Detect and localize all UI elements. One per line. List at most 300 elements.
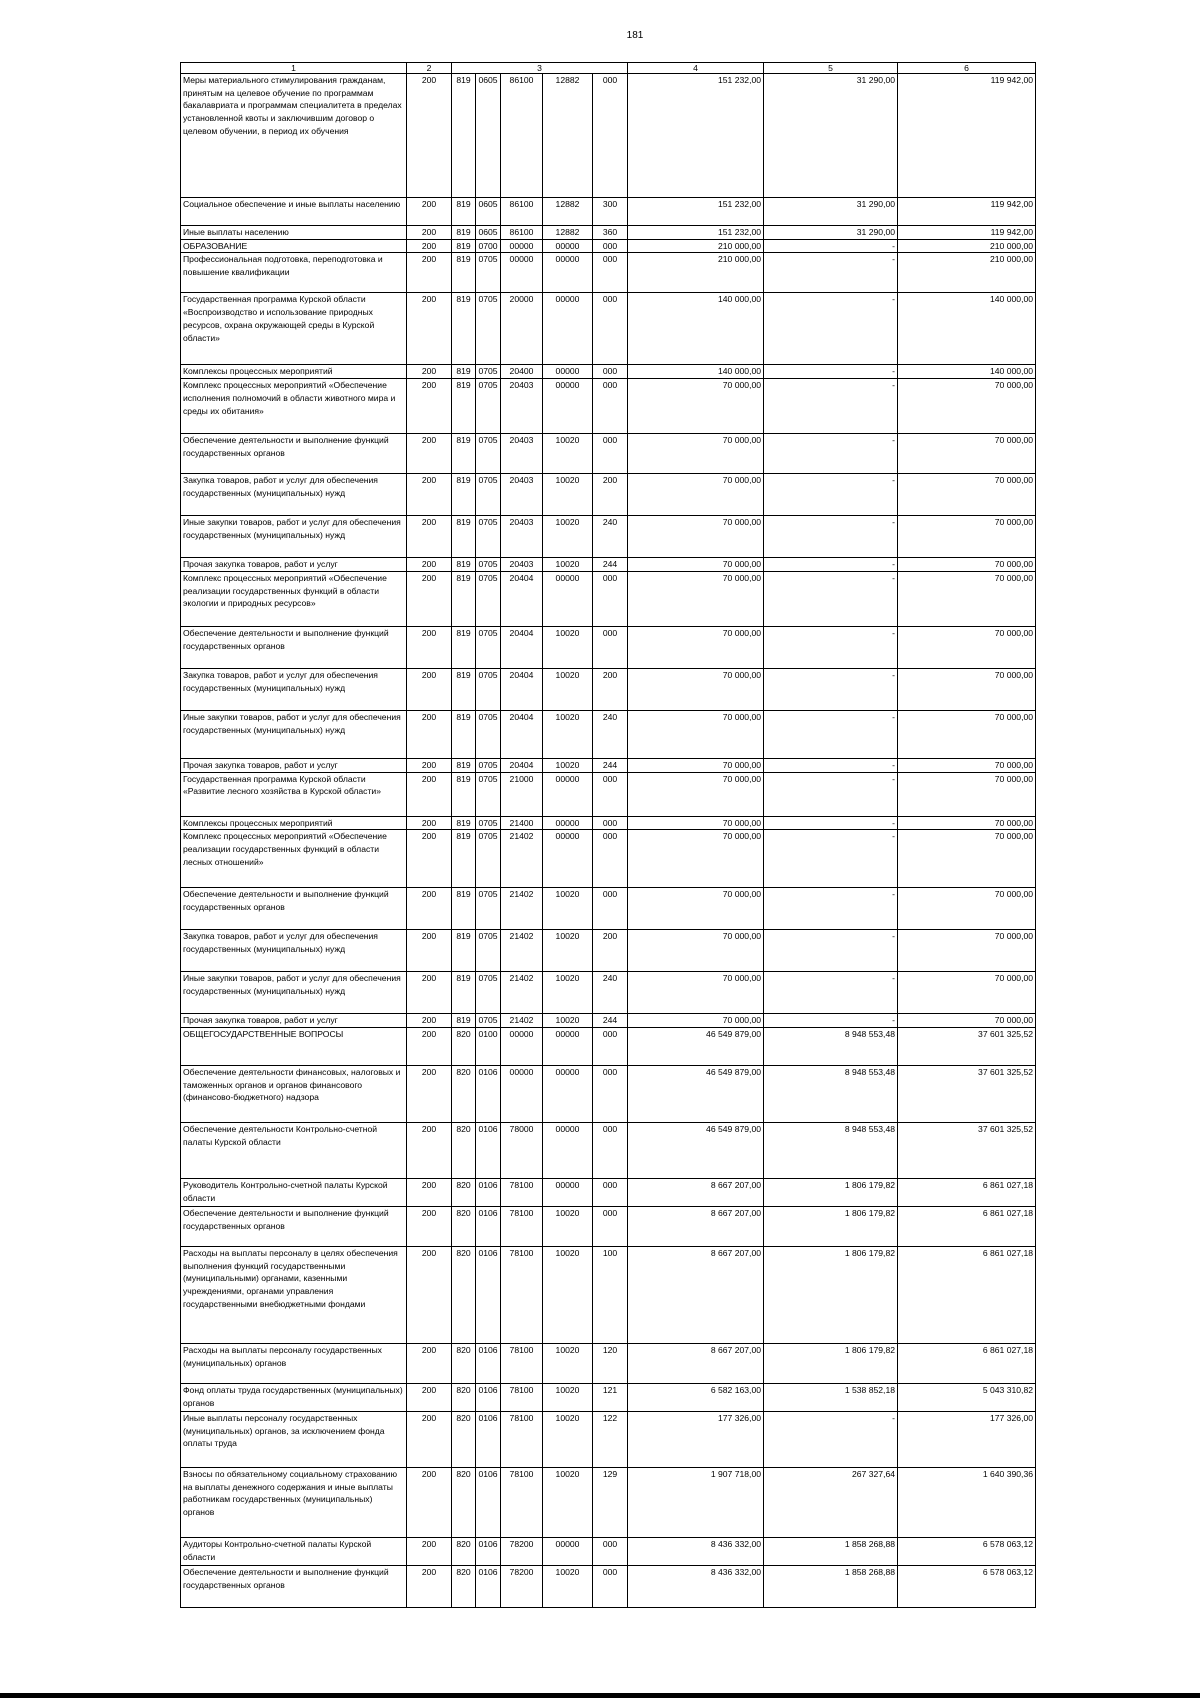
amount-col4: 46 549 879,00 bbox=[628, 1122, 764, 1178]
row-description: Закупка товаров, работ и услуг для обеспечения государственных (муниципальных) нужд bbox=[181, 930, 407, 972]
column-number: 6 bbox=[898, 63, 1036, 74]
row-description: Иные выплаты персоналу государственных (муниципальных) органов, за исключением фонда оплаты труда bbox=[181, 1411, 407, 1467]
amount-col4: 6 582 163,00 bbox=[628, 1383, 764, 1411]
amount-col6: 119 942,00 bbox=[898, 74, 1036, 198]
code-section: 0106 bbox=[476, 1246, 501, 1343]
amount-col4: 70 000,00 bbox=[628, 571, 764, 626]
row-description: Обеспечение деятельности Контрольно-счетной палаты Курской области bbox=[181, 1122, 407, 1178]
code-expense-type: 240 bbox=[593, 972, 628, 1014]
code-section: 0705 bbox=[476, 516, 501, 558]
code-expense-type: 000 bbox=[593, 1178, 628, 1206]
code-section: 0106 bbox=[476, 1343, 501, 1383]
amount-col6: 70 000,00 bbox=[898, 571, 1036, 626]
row-description: Комплекс процессных мероприятий «Обеспечение реализации государственных функций в области лесных отношений» bbox=[181, 830, 407, 888]
code-program: 21402 bbox=[501, 830, 543, 888]
row-description: Государственная программа Курской области «Развитие лесного хозяйства в Курской области» bbox=[181, 772, 407, 816]
code-direction: 00000 bbox=[543, 1122, 593, 1178]
amount-col5: - bbox=[764, 888, 898, 930]
code-ministry: 819 bbox=[452, 830, 476, 888]
row-description: Закупка товаров, работ и услуг для обеспечения государственных (муниципальных) нужд bbox=[181, 668, 407, 710]
code-section: 0705 bbox=[476, 379, 501, 434]
code-expense-type: 000 bbox=[593, 434, 628, 474]
amount-col4: 70 000,00 bbox=[628, 379, 764, 434]
amount-col4: 210 000,00 bbox=[628, 253, 764, 293]
table-row bbox=[181, 626, 1036, 668]
code-expense-type: 000 bbox=[593, 772, 628, 816]
table-row bbox=[181, 365, 1036, 379]
code-section: 0106 bbox=[476, 1565, 501, 1607]
code-chapter: 200 bbox=[407, 253, 452, 293]
code-chapter: 200 bbox=[407, 1343, 452, 1383]
code-ministry: 820 bbox=[452, 1065, 476, 1122]
code-ministry: 820 bbox=[452, 1206, 476, 1246]
code-program: 86100 bbox=[501, 74, 543, 198]
table-row bbox=[181, 1178, 1036, 1206]
amount-col4: 70 000,00 bbox=[628, 434, 764, 474]
table-row bbox=[181, 434, 1036, 474]
row-description: Иные закупки товаров, работ и услуг для обеспечения государственных (муниципальных) нужд bbox=[181, 516, 407, 558]
table-row bbox=[181, 772, 1036, 816]
row-description: Иные выплаты населению bbox=[181, 226, 407, 240]
amount-col4: 70 000,00 bbox=[628, 972, 764, 1014]
code-program: 00000 bbox=[501, 253, 543, 293]
code-section: 0106 bbox=[476, 1537, 501, 1565]
code-direction: 00000 bbox=[543, 772, 593, 816]
code-chapter: 200 bbox=[407, 1014, 452, 1028]
code-expense-type: 000 bbox=[593, 888, 628, 930]
row-description: Фонд оплаты труда государственных (муниципальных) органов bbox=[181, 1383, 407, 1411]
amount-col5: - bbox=[764, 379, 898, 434]
code-section: 0106 bbox=[476, 1178, 501, 1206]
code-section: 0106 bbox=[476, 1065, 501, 1122]
code-program: 00000 bbox=[501, 1027, 543, 1065]
amount-col5: - bbox=[764, 474, 898, 516]
amount-col6: 70 000,00 bbox=[898, 626, 1036, 668]
amount-col6: 70 000,00 bbox=[898, 758, 1036, 772]
code-program: 20404 bbox=[501, 571, 543, 626]
table-row bbox=[181, 668, 1036, 710]
table-row bbox=[181, 1027, 1036, 1065]
code-direction: 10020 bbox=[543, 1565, 593, 1607]
code-program: 78100 bbox=[501, 1178, 543, 1206]
amount-col4: 46 549 879,00 bbox=[628, 1027, 764, 1065]
amount-col5: - bbox=[764, 626, 898, 668]
code-ministry: 819 bbox=[452, 253, 476, 293]
code-direction: 10020 bbox=[543, 558, 593, 572]
code-expense-type: 120 bbox=[593, 1343, 628, 1383]
code-direction: 10020 bbox=[543, 1206, 593, 1246]
code-chapter: 200 bbox=[407, 74, 452, 198]
amount-col5: 1 806 179,82 bbox=[764, 1206, 898, 1246]
code-section: 0106 bbox=[476, 1383, 501, 1411]
row-description: Взносы по обязательному социальному страхованию на выплаты денежного содержания и иные выплаты работникам государственных (муниципальных) органов bbox=[181, 1467, 407, 1537]
amount-col6: 140 000,00 bbox=[898, 293, 1036, 365]
code-ministry: 820 bbox=[452, 1122, 476, 1178]
code-section: 0705 bbox=[476, 1014, 501, 1028]
amount-col4: 140 000,00 bbox=[628, 293, 764, 365]
code-chapter: 200 bbox=[407, 830, 452, 888]
code-chapter: 200 bbox=[407, 710, 452, 758]
row-description: Закупка товаров, работ и услуг для обеспечения государственных (муниципальных) нужд bbox=[181, 474, 407, 516]
row-description: Комплекс процессных мероприятий «Обеспечение исполнения полномочий в области животного мира и среды их обитания» bbox=[181, 379, 407, 434]
row-description: Социальное обеспечение и иные выплаты населению bbox=[181, 198, 407, 226]
code-chapter: 200 bbox=[407, 226, 452, 240]
amount-col5: 1 806 179,82 bbox=[764, 1246, 898, 1343]
code-section: 0705 bbox=[476, 626, 501, 668]
amount-col6: 70 000,00 bbox=[898, 668, 1036, 710]
code-ministry: 819 bbox=[452, 1014, 476, 1028]
amount-col4: 151 232,00 bbox=[628, 74, 764, 198]
code-ministry: 820 bbox=[452, 1246, 476, 1343]
code-section: 0106 bbox=[476, 1467, 501, 1537]
code-expense-type: 200 bbox=[593, 474, 628, 516]
code-expense-type: 129 bbox=[593, 1467, 628, 1537]
code-direction: 00000 bbox=[543, 239, 593, 253]
code-ministry: 820 bbox=[452, 1178, 476, 1206]
table-row bbox=[181, 1537, 1036, 1565]
amount-col4: 70 000,00 bbox=[628, 710, 764, 758]
amount-col5: - bbox=[764, 972, 898, 1014]
code-program: 78100 bbox=[501, 1411, 543, 1467]
table-row bbox=[181, 1065, 1036, 1122]
column-number: 1 bbox=[181, 63, 407, 74]
row-description: Обеспечение деятельности и выполнение функций государственных органов bbox=[181, 434, 407, 474]
code-chapter: 200 bbox=[407, 1383, 452, 1411]
table-row bbox=[181, 239, 1036, 253]
page-edge bbox=[1192, 0, 1200, 1698]
code-section: 0106 bbox=[476, 1122, 501, 1178]
code-ministry: 820 bbox=[452, 1383, 476, 1411]
amount-col4: 70 000,00 bbox=[628, 830, 764, 888]
amount-col5: - bbox=[764, 710, 898, 758]
amount-col5: - bbox=[764, 239, 898, 253]
amount-col6: 177 326,00 bbox=[898, 1411, 1036, 1467]
code-program: 20000 bbox=[501, 293, 543, 365]
code-direction: 12882 bbox=[543, 74, 593, 198]
column-number: 3 bbox=[452, 63, 628, 74]
code-ministry: 819 bbox=[452, 888, 476, 930]
amount-col4: 8 436 332,00 bbox=[628, 1565, 764, 1607]
code-section: 0705 bbox=[476, 293, 501, 365]
code-ministry: 819 bbox=[452, 74, 476, 198]
code-chapter: 200 bbox=[407, 558, 452, 572]
code-ministry: 819 bbox=[452, 558, 476, 572]
code-expense-type: 100 bbox=[593, 1246, 628, 1343]
amount-col5: 1 806 179,82 bbox=[764, 1178, 898, 1206]
code-expense-type: 240 bbox=[593, 710, 628, 758]
code-ministry: 819 bbox=[452, 379, 476, 434]
code-expense-type: 244 bbox=[593, 558, 628, 572]
amount-col6: 6 578 063,12 bbox=[898, 1565, 1036, 1607]
amount-col5: - bbox=[764, 772, 898, 816]
code-ministry: 819 bbox=[452, 710, 476, 758]
code-program: 20403 bbox=[501, 434, 543, 474]
amount-col6: 210 000,00 bbox=[898, 239, 1036, 253]
amount-col4: 8 667 207,00 bbox=[628, 1178, 764, 1206]
code-program: 20403 bbox=[501, 474, 543, 516]
table-row bbox=[181, 474, 1036, 516]
column-number: 5 bbox=[764, 63, 898, 74]
amount-col6: 6 861 027,18 bbox=[898, 1343, 1036, 1383]
table-row bbox=[181, 74, 1036, 198]
amount-col4: 70 000,00 bbox=[628, 888, 764, 930]
amount-col4: 8 667 207,00 bbox=[628, 1246, 764, 1343]
row-description: Профессиональная подготовка, переподготовка и повышение квалификации bbox=[181, 253, 407, 293]
code-program: 00000 bbox=[501, 239, 543, 253]
amount-col5: 31 290,00 bbox=[764, 226, 898, 240]
table-row bbox=[181, 830, 1036, 888]
code-program: 78100 bbox=[501, 1383, 543, 1411]
row-description: Прочая закупка товаров, работ и услуг bbox=[181, 1014, 407, 1028]
code-chapter: 200 bbox=[407, 293, 452, 365]
code-program: 20403 bbox=[501, 379, 543, 434]
code-chapter: 200 bbox=[407, 379, 452, 434]
code-expense-type: 000 bbox=[593, 293, 628, 365]
table-row bbox=[181, 379, 1036, 434]
code-direction: 10020 bbox=[543, 1246, 593, 1343]
row-description: Обеспечение деятельности и выполнение функций государственных органов bbox=[181, 888, 407, 930]
code-section: 0705 bbox=[476, 830, 501, 888]
code-program: 20403 bbox=[501, 558, 543, 572]
amount-col4: 70 000,00 bbox=[628, 626, 764, 668]
code-direction: 10020 bbox=[543, 1343, 593, 1383]
amount-col5: - bbox=[764, 668, 898, 710]
code-section: 0705 bbox=[476, 888, 501, 930]
code-expense-type: 000 bbox=[593, 74, 628, 198]
amount-col5: 1 538 852,18 bbox=[764, 1383, 898, 1411]
code-ministry: 819 bbox=[452, 293, 476, 365]
code-expense-type: 000 bbox=[593, 253, 628, 293]
code-chapter: 200 bbox=[407, 474, 452, 516]
table-row bbox=[181, 1565, 1036, 1607]
code-chapter: 200 bbox=[407, 571, 452, 626]
code-ministry: 819 bbox=[452, 758, 476, 772]
row-description: Аудиторы Контрольно-счетной палаты Курской области bbox=[181, 1537, 407, 1565]
amount-col4: 70 000,00 bbox=[628, 816, 764, 830]
code-chapter: 200 bbox=[407, 758, 452, 772]
amount-col4: 151 232,00 bbox=[628, 226, 764, 240]
code-chapter: 200 bbox=[407, 198, 452, 226]
code-program: 86100 bbox=[501, 198, 543, 226]
code-direction: 00000 bbox=[543, 379, 593, 434]
code-direction: 00000 bbox=[543, 571, 593, 626]
amount-col4: 70 000,00 bbox=[628, 668, 764, 710]
table-row bbox=[181, 1467, 1036, 1537]
amount-col4: 46 549 879,00 bbox=[628, 1065, 764, 1122]
table-row bbox=[181, 1122, 1036, 1178]
code-program: 21402 bbox=[501, 972, 543, 1014]
amount-col4: 70 000,00 bbox=[628, 558, 764, 572]
amount-col6: 210 000,00 bbox=[898, 253, 1036, 293]
table-row bbox=[181, 1411, 1036, 1467]
code-section: 0605 bbox=[476, 198, 501, 226]
code-direction: 10020 bbox=[543, 758, 593, 772]
table-row bbox=[181, 226, 1036, 240]
code-expense-type: 360 bbox=[593, 226, 628, 240]
code-section: 0605 bbox=[476, 74, 501, 198]
amount-col6: 70 000,00 bbox=[898, 710, 1036, 758]
code-direction: 00000 bbox=[543, 1178, 593, 1206]
amount-col5: 8 948 553,48 bbox=[764, 1065, 898, 1122]
code-chapter: 200 bbox=[407, 816, 452, 830]
code-chapter: 200 bbox=[407, 1027, 452, 1065]
code-program: 21402 bbox=[501, 930, 543, 972]
code-chapter: 200 bbox=[407, 888, 452, 930]
code-direction: 00000 bbox=[543, 365, 593, 379]
code-expense-type: 000 bbox=[593, 365, 628, 379]
column-number: 4 bbox=[628, 63, 764, 74]
code-program: 78200 bbox=[501, 1537, 543, 1565]
amount-col5: - bbox=[764, 571, 898, 626]
code-program: 20403 bbox=[501, 516, 543, 558]
code-section: 0705 bbox=[476, 558, 501, 572]
amount-col4: 70 000,00 bbox=[628, 772, 764, 816]
amount-col6: 70 000,00 bbox=[898, 830, 1036, 888]
code-ministry: 819 bbox=[452, 816, 476, 830]
amount-col5: - bbox=[764, 758, 898, 772]
code-expense-type: 122 bbox=[593, 1411, 628, 1467]
column-number: 2 bbox=[407, 63, 452, 74]
code-chapter: 200 bbox=[407, 1206, 452, 1246]
code-section: 0705 bbox=[476, 434, 501, 474]
code-direction: 12882 bbox=[543, 198, 593, 226]
code-ministry: 819 bbox=[452, 668, 476, 710]
amount-col6: 37 601 325,52 bbox=[898, 1065, 1036, 1122]
amount-col4: 70 000,00 bbox=[628, 758, 764, 772]
code-ministry: 819 bbox=[452, 516, 476, 558]
amount-col6: 37 601 325,52 bbox=[898, 1027, 1036, 1065]
amount-col6: 70 000,00 bbox=[898, 434, 1036, 474]
code-ministry: 819 bbox=[452, 226, 476, 240]
amount-col6: 6 861 027,18 bbox=[898, 1246, 1036, 1343]
code-section: 0705 bbox=[476, 930, 501, 972]
amount-col6: 5 043 310,82 bbox=[898, 1383, 1036, 1411]
code-program: 78100 bbox=[501, 1206, 543, 1246]
code-section: 0705 bbox=[476, 710, 501, 758]
code-direction: 00000 bbox=[543, 1027, 593, 1065]
code-ministry: 819 bbox=[452, 571, 476, 626]
code-section: 0705 bbox=[476, 972, 501, 1014]
amount-col5: 1 858 268,88 bbox=[764, 1565, 898, 1607]
amount-col6: 70 000,00 bbox=[898, 772, 1036, 816]
code-ministry: 819 bbox=[452, 198, 476, 226]
row-description: Иные закупки товаров, работ и услуг для обеспечения государственных (муниципальных) нужд bbox=[181, 972, 407, 1014]
row-description: Меры материального стимулирования гражданам, принятым на целевое обучение по программам бакалавриата и программам специалитета в пределах установленной квоты и заключившим договор о целевом обучении, в период их обучения bbox=[181, 74, 407, 198]
code-expense-type: 244 bbox=[593, 1014, 628, 1028]
code-expense-type: 000 bbox=[593, 816, 628, 830]
amount-col6: 70 000,00 bbox=[898, 972, 1036, 1014]
code-ministry: 819 bbox=[452, 365, 476, 379]
amount-col5: 267 327,64 bbox=[764, 1467, 898, 1537]
row-description: Прочая закупка товаров, работ и услуг bbox=[181, 558, 407, 572]
code-direction: 10020 bbox=[543, 972, 593, 1014]
code-ministry: 820 bbox=[452, 1411, 476, 1467]
code-section: 0705 bbox=[476, 816, 501, 830]
code-chapter: 200 bbox=[407, 1122, 452, 1178]
budget-table bbox=[180, 62, 1036, 1608]
code-section: 0100 bbox=[476, 1027, 501, 1065]
code-direction: 12882 bbox=[543, 226, 593, 240]
code-direction: 10020 bbox=[543, 1014, 593, 1028]
amount-col6: 119 942,00 bbox=[898, 226, 1036, 240]
amount-col4: 140 000,00 bbox=[628, 365, 764, 379]
amount-col5: 31 290,00 bbox=[764, 74, 898, 198]
code-direction: 00000 bbox=[543, 253, 593, 293]
code-section: 0705 bbox=[476, 772, 501, 816]
code-direction: 00000 bbox=[543, 830, 593, 888]
amount-col6: 70 000,00 bbox=[898, 816, 1036, 830]
code-chapter: 200 bbox=[407, 1065, 452, 1122]
code-program: 78200 bbox=[501, 1565, 543, 1607]
table-row bbox=[181, 253, 1036, 293]
row-description: Обеспечение деятельности и выполнение функций государственных органов bbox=[181, 626, 407, 668]
amount-col5: - bbox=[764, 830, 898, 888]
table-row bbox=[181, 1014, 1036, 1028]
code-chapter: 200 bbox=[407, 239, 452, 253]
code-chapter: 200 bbox=[407, 1411, 452, 1467]
code-program: 20404 bbox=[501, 710, 543, 758]
amount-col6: 70 000,00 bbox=[898, 930, 1036, 972]
amount-col6: 70 000,00 bbox=[898, 1014, 1036, 1028]
code-chapter: 200 bbox=[407, 668, 452, 710]
code-chapter: 200 bbox=[407, 1467, 452, 1537]
code-expense-type: 000 bbox=[593, 1065, 628, 1122]
amount-col4: 210 000,00 bbox=[628, 239, 764, 253]
amount-col6: 70 000,00 bbox=[898, 888, 1036, 930]
code-expense-type: 000 bbox=[593, 830, 628, 888]
code-ministry: 820 bbox=[452, 1467, 476, 1537]
code-ministry: 819 bbox=[452, 930, 476, 972]
amount-col6: 70 000,00 bbox=[898, 379, 1036, 434]
bottom-scan-border bbox=[0, 1693, 1200, 1698]
code-direction: 10020 bbox=[543, 1411, 593, 1467]
amount-col5: 8 948 553,48 bbox=[764, 1027, 898, 1065]
code-program: 21400 bbox=[501, 816, 543, 830]
code-ministry: 819 bbox=[452, 972, 476, 1014]
row-description: Государственная программа Курской области «Воспроизводство и использование природных ресурсов, охрана окружающей среды в Курской области» bbox=[181, 293, 407, 365]
code-chapter: 200 bbox=[407, 434, 452, 474]
amount-col5: 1 858 268,88 bbox=[764, 1537, 898, 1565]
table-body bbox=[181, 74, 1036, 1608]
code-expense-type: 300 bbox=[593, 198, 628, 226]
code-chapter: 200 bbox=[407, 772, 452, 816]
code-ministry: 820 bbox=[452, 1537, 476, 1565]
table-row bbox=[181, 571, 1036, 626]
code-chapter: 200 bbox=[407, 1178, 452, 1206]
code-chapter: 200 bbox=[407, 516, 452, 558]
row-description: Расходы на выплаты персоналу в целях обеспечения выполнения функций государственными (муниципальными) органами, казенными учреждениями, органами управления государственными внебюджетными фондами bbox=[181, 1246, 407, 1343]
code-expense-type: 000 bbox=[593, 239, 628, 253]
code-direction: 10020 bbox=[543, 930, 593, 972]
amount-col4: 1 907 718,00 bbox=[628, 1467, 764, 1537]
amount-col5: - bbox=[764, 1014, 898, 1028]
code-expense-type: 000 bbox=[593, 1027, 628, 1065]
code-ministry: 820 bbox=[452, 1565, 476, 1607]
code-section: 0705 bbox=[476, 668, 501, 710]
code-section: 0705 bbox=[476, 758, 501, 772]
code-program: 00000 bbox=[501, 1065, 543, 1122]
code-program: 86100 bbox=[501, 226, 543, 240]
row-description: Расходы на выплаты персоналу государственных (муниципальных) органов bbox=[181, 1343, 407, 1383]
code-section: 0705 bbox=[476, 365, 501, 379]
code-section: 0605 bbox=[476, 226, 501, 240]
amount-col6: 1 640 390,36 bbox=[898, 1467, 1036, 1537]
code-direction: 10020 bbox=[543, 668, 593, 710]
code-expense-type: 000 bbox=[593, 1206, 628, 1246]
row-description: Комплексы процессных мероприятий bbox=[181, 816, 407, 830]
code-expense-type: 000 bbox=[593, 1537, 628, 1565]
amount-col6: 70 000,00 bbox=[898, 516, 1036, 558]
